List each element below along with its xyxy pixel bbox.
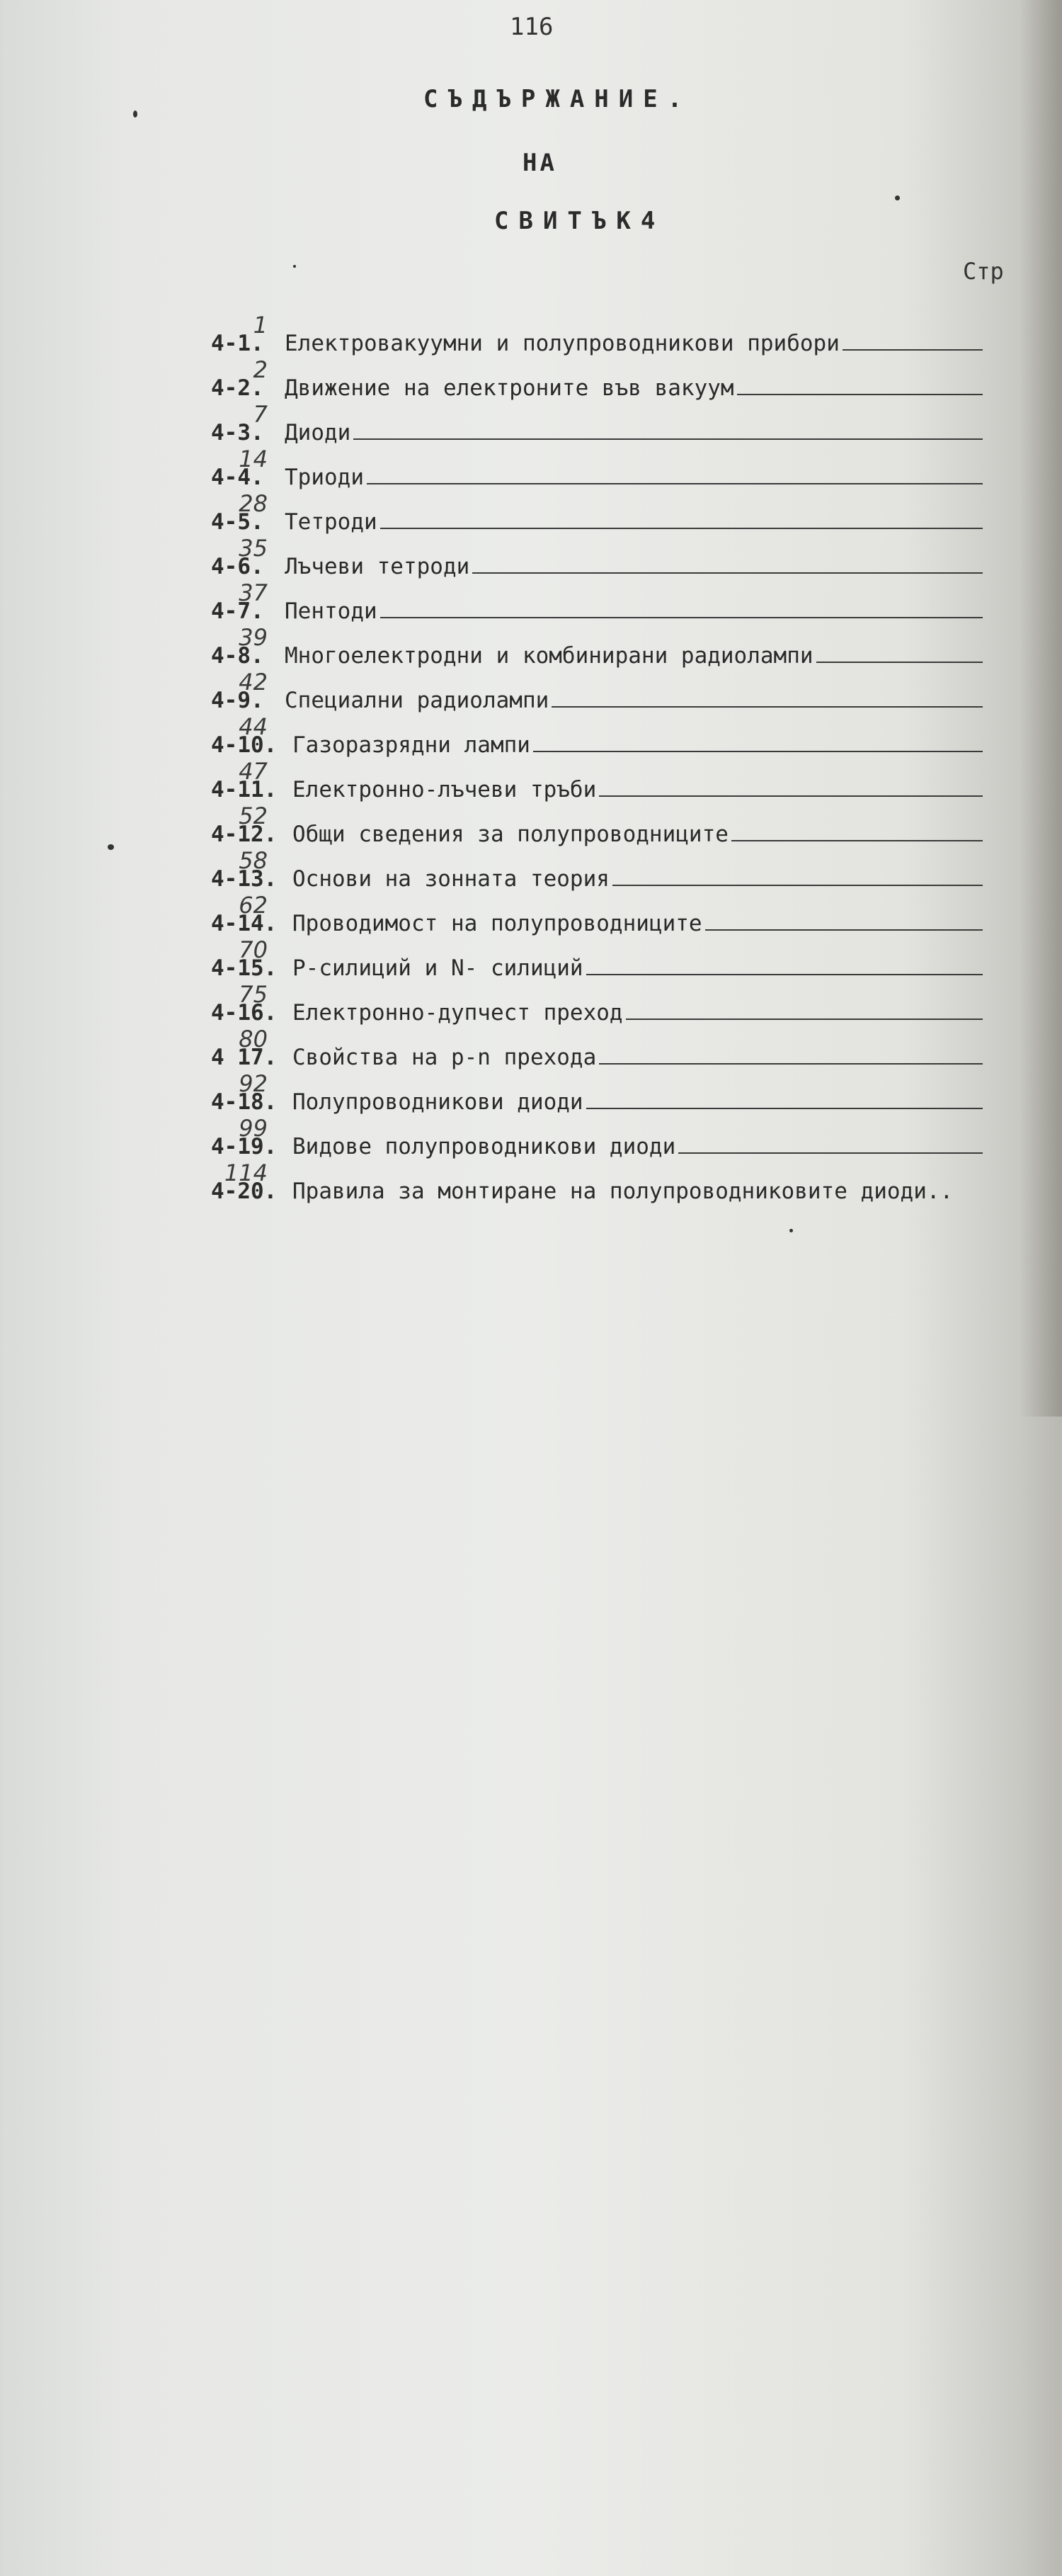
- ink-speck: [895, 195, 900, 200]
- toc-entry: [211, 847, 1011, 892]
- toc-entry-page: 28: [239, 490, 268, 517]
- toc-entry: [211, 936, 1011, 981]
- toc-entry-title: Електровакуумни и полупроводникови прибори: [285, 331, 840, 356]
- toc-entry-page: 39: [239, 624, 268, 651]
- ink-speck: [293, 265, 296, 268]
- toc-entry: [211, 579, 1011, 624]
- toc-entry: [211, 758, 1011, 802]
- toc-entry-page: 35: [239, 535, 268, 562]
- toc-entry-number: 4-12.: [211, 822, 278, 847]
- toc-entry-title: Лъчеви тетроди: [285, 554, 470, 579]
- toc-entry-number: 4-1.: [211, 331, 264, 356]
- toc-leader-line: [353, 437, 983, 440]
- toc-entry-number: 4-7.: [211, 598, 264, 624]
- toc-entry-title: Основи на зонната теория: [292, 866, 610, 892]
- toc-entry-page: 7: [253, 401, 268, 428]
- toc-entry-page: 2: [253, 356, 268, 383]
- toc-entry-number: 4-15.: [211, 955, 278, 981]
- toc-entry-title: Полупроводникови диоди: [292, 1089, 583, 1115]
- toc-entry-page: 14: [239, 446, 268, 472]
- toc-entry-page: 75: [239, 981, 268, 1008]
- toc-entry: [211, 669, 1011, 713]
- toc-entry-title: Движение на електроните във вакуум: [285, 375, 734, 401]
- toc-leader-line: [380, 526, 983, 529]
- toc-entry: [211, 802, 1011, 847]
- toc-entry: [211, 1026, 1011, 1070]
- toc-entry: [211, 1070, 1011, 1115]
- toc-entry-page: 58: [239, 847, 268, 874]
- ink-speck: [108, 844, 114, 850]
- toc-leader-line: [367, 482, 983, 484]
- toc-leader-line: [586, 972, 983, 975]
- toc-entry-number: 4-8.: [211, 643, 264, 669]
- toc-entry-page: 70: [239, 936, 268, 963]
- toc-leader-line: [705, 928, 983, 931]
- toc-entry-number: 4-13.: [211, 866, 278, 892]
- toc-entry-title: Пентоди: [285, 598, 377, 624]
- toc-entry-number: 4-16.: [211, 1000, 278, 1026]
- toc-entry-number: 4-4.: [211, 465, 264, 490]
- toc-leader-line: [843, 348, 983, 351]
- toc-leader-line: [472, 571, 983, 574]
- page-column-header: Стр: [963, 258, 1004, 285]
- toc-leader-line: [612, 883, 983, 886]
- toc-leader-line: [599, 794, 983, 797]
- ink-speck: [789, 1229, 793, 1232]
- toc-entry-title: Видове полупроводникови диоди: [292, 1134, 676, 1159]
- toc-leader-line: [731, 839, 983, 841]
- toc-entry-title: Газоразрядни лампи: [292, 732, 530, 758]
- toc-entry-title: Правила за монтиране на полупроводниковите диоди..: [292, 1179, 954, 1204]
- toc-entry-number: 4-6.: [211, 554, 264, 579]
- scroll-heading: СВИТЪК4: [494, 207, 666, 235]
- toc-entry: [211, 401, 1011, 446]
- toc-entry-number: 4-3.: [211, 420, 264, 446]
- toc-leader-line: [626, 1017, 983, 1020]
- toc-entry-number: 4 17.: [211, 1045, 278, 1070]
- toc-entry: [211, 624, 1011, 669]
- toc-entry: [211, 892, 1011, 936]
- page-edge-shadow: [1020, 0, 1062, 1417]
- toc-leader-line: [380, 615, 983, 618]
- toc-leader-line: [599, 1062, 983, 1065]
- toc-entry-number: 4-2.: [211, 375, 264, 401]
- toc-entry-page: 42: [239, 669, 268, 696]
- toc-entry: [211, 713, 1011, 758]
- toc-entry-title: Общи сведения за полупроводниците: [292, 822, 729, 847]
- toc-entry: [211, 356, 1011, 401]
- toc-entry-title: Тетроди: [285, 509, 377, 535]
- page-number: 116: [510, 13, 554, 41]
- toc-leader-line: [737, 392, 983, 395]
- toc-entry-page: 62: [239, 892, 268, 919]
- toc-leader-line: [678, 1151, 983, 1154]
- toc-entry-title: Електронно-лъчеви тръби: [292, 777, 597, 802]
- toc-entry-number: 4-18.: [211, 1089, 278, 1115]
- toc-entry-title: Електронно-дупчест преход: [292, 1000, 623, 1026]
- toc-entry-title: Проводимост на полупроводниците: [292, 911, 702, 936]
- toc-leader-line: [552, 705, 983, 708]
- toc-entry-page: 80: [239, 1026, 268, 1052]
- toc-leader-line: [816, 660, 983, 663]
- toc-entry-title: Многоелектродни и комбинирани радиолампи: [285, 643, 813, 669]
- toc-entry-number: 4-9.: [211, 688, 264, 713]
- toc-entry-page: 1: [253, 312, 268, 339]
- toc-entry: [211, 446, 1011, 490]
- toc-entry-number: 4-11.: [211, 777, 278, 802]
- heading-na: НА: [523, 149, 557, 177]
- toc-entry-page: 114: [224, 1159, 268, 1186]
- toc-leader-line: [586, 1106, 983, 1109]
- toc-entry-number: 4-19.: [211, 1134, 278, 1159]
- toc-entry-page: 47: [239, 758, 268, 785]
- toc-entry-number: 4-14.: [211, 911, 278, 936]
- toc-entry-page: 37: [239, 579, 268, 606]
- table-of-contents: [211, 312, 1011, 1204]
- toc-entry: [211, 312, 1011, 356]
- toc-entry-page: 92: [239, 1070, 268, 1097]
- toc-leader-line: [533, 749, 983, 752]
- toc-entry: [211, 535, 1011, 579]
- toc-entry: [211, 1159, 1011, 1204]
- ink-speck: [133, 110, 137, 118]
- toc-entry-title: Р-силиций и N- силиций: [292, 955, 583, 981]
- toc-entry-title: Триоди: [285, 465, 364, 490]
- toc-entry-title: Свойства на р-n прехода: [292, 1045, 597, 1070]
- toc-entry: [211, 1115, 1011, 1159]
- toc-entry-number: 4-20.: [211, 1179, 278, 1204]
- toc-entry-page: 99: [239, 1115, 268, 1142]
- toc-entry-number: 4-10.: [211, 732, 278, 758]
- toc-entry-page: 44: [239, 713, 268, 740]
- toc-entry: [211, 981, 1011, 1026]
- toc-entry-title: Диоди: [285, 420, 351, 446]
- contents-heading: СЪДЪРЖАНИЕ.: [423, 85, 692, 113]
- toc-entry-title: Специални радиолампи: [285, 688, 549, 713]
- toc-entry: [211, 490, 1011, 535]
- toc-entry-page: 52: [239, 802, 268, 829]
- toc-entry-number: 4-5.: [211, 509, 264, 535]
